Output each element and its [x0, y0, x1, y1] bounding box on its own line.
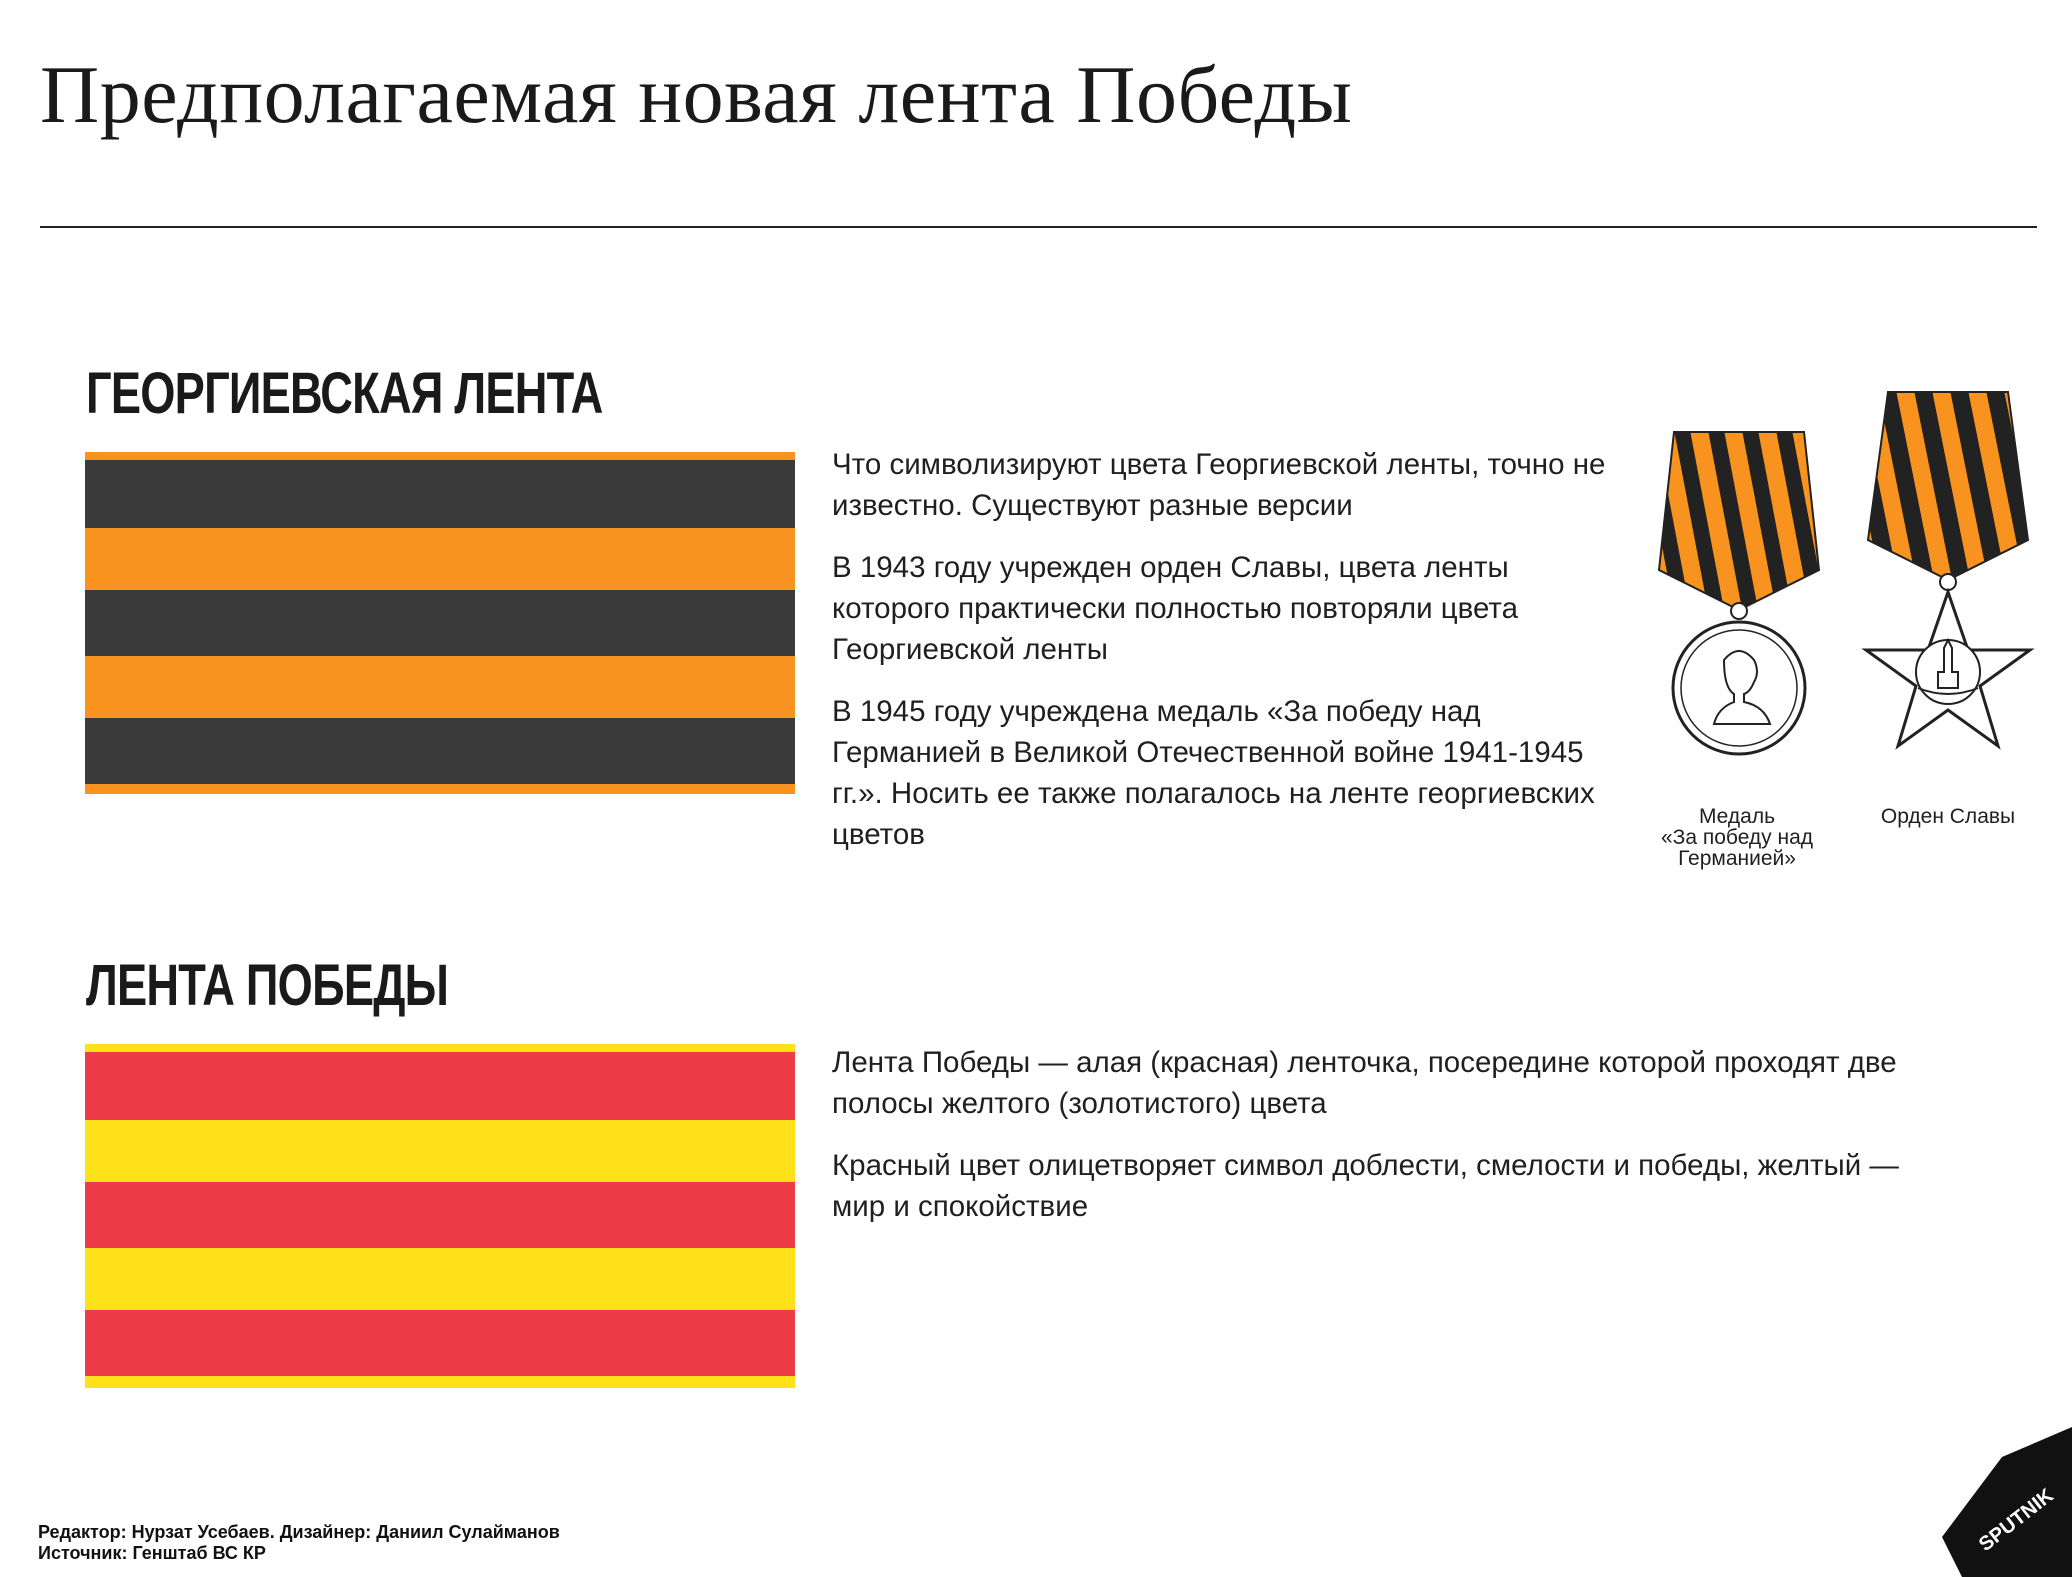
paragraph: Красный цвет олицетворяет символ доблести, смелости и победы, желтый — мир и спокойствие [832, 1149, 1899, 1223]
caption-line: Германией» [1678, 847, 1796, 870]
victory-medal-caption [1632, 806, 1842, 869]
paragraph: В 1945 году учреждена медаль «За победу над Германией в Великой Отечественной войне 1941-1945 гг.». Носить ее также полагалось на ленте георгиевских цветов [832, 695, 1595, 851]
title-divider [40, 226, 2037, 228]
sputnik-logo [1922, 1427, 2072, 1577]
caption-line: Медаль [1698, 805, 1776, 828]
georgian-description [832, 444, 1632, 876]
paragraph: Что символизируют цвета Георгиевской ленты, точно не известно. Существуют разные версии [832, 448, 1606, 522]
paragraph: В 1943 году учрежден орден Славы, цвета ленты которого практически полностью повторяли цвета Георгиевской ленты [832, 551, 1519, 666]
order-of-glory-caption [1858, 806, 2038, 827]
section-heading-victory: ЛЕНТА ПОБЕДЫ [86, 953, 449, 1018]
page-title: Предполагаемая новая лента Победы [40, 49, 1353, 140]
logo-text: SPUTNIK [1974, 1484, 2058, 1556]
order-of-glory-icon [1858, 390, 2038, 760]
section-heading-georgian: ГЕОРГИЕВСКАЯ ЛЕНТА [86, 361, 603, 426]
victory-medal-icon [1654, 430, 1824, 760]
credits-source: Источник: Генштаб ВС КР [38, 1543, 266, 1563]
georgian-ribbon [85, 452, 795, 794]
caption-line: «За победу над [1660, 826, 1814, 849]
caption-line: Орден Славы [1880, 805, 2016, 828]
paragraph: Лента Победы — алая (красная) ленточка, посередине которой проходят две полосы желтого (золотистого) цвета [832, 1046, 1897, 1120]
victory-description [832, 1042, 1912, 1248]
credits-editor: Редактор: Нурзат Усебаев. Дизайнер: Даниил Сулайманов [38, 1522, 560, 1542]
victory-ribbon [85, 1044, 795, 1388]
